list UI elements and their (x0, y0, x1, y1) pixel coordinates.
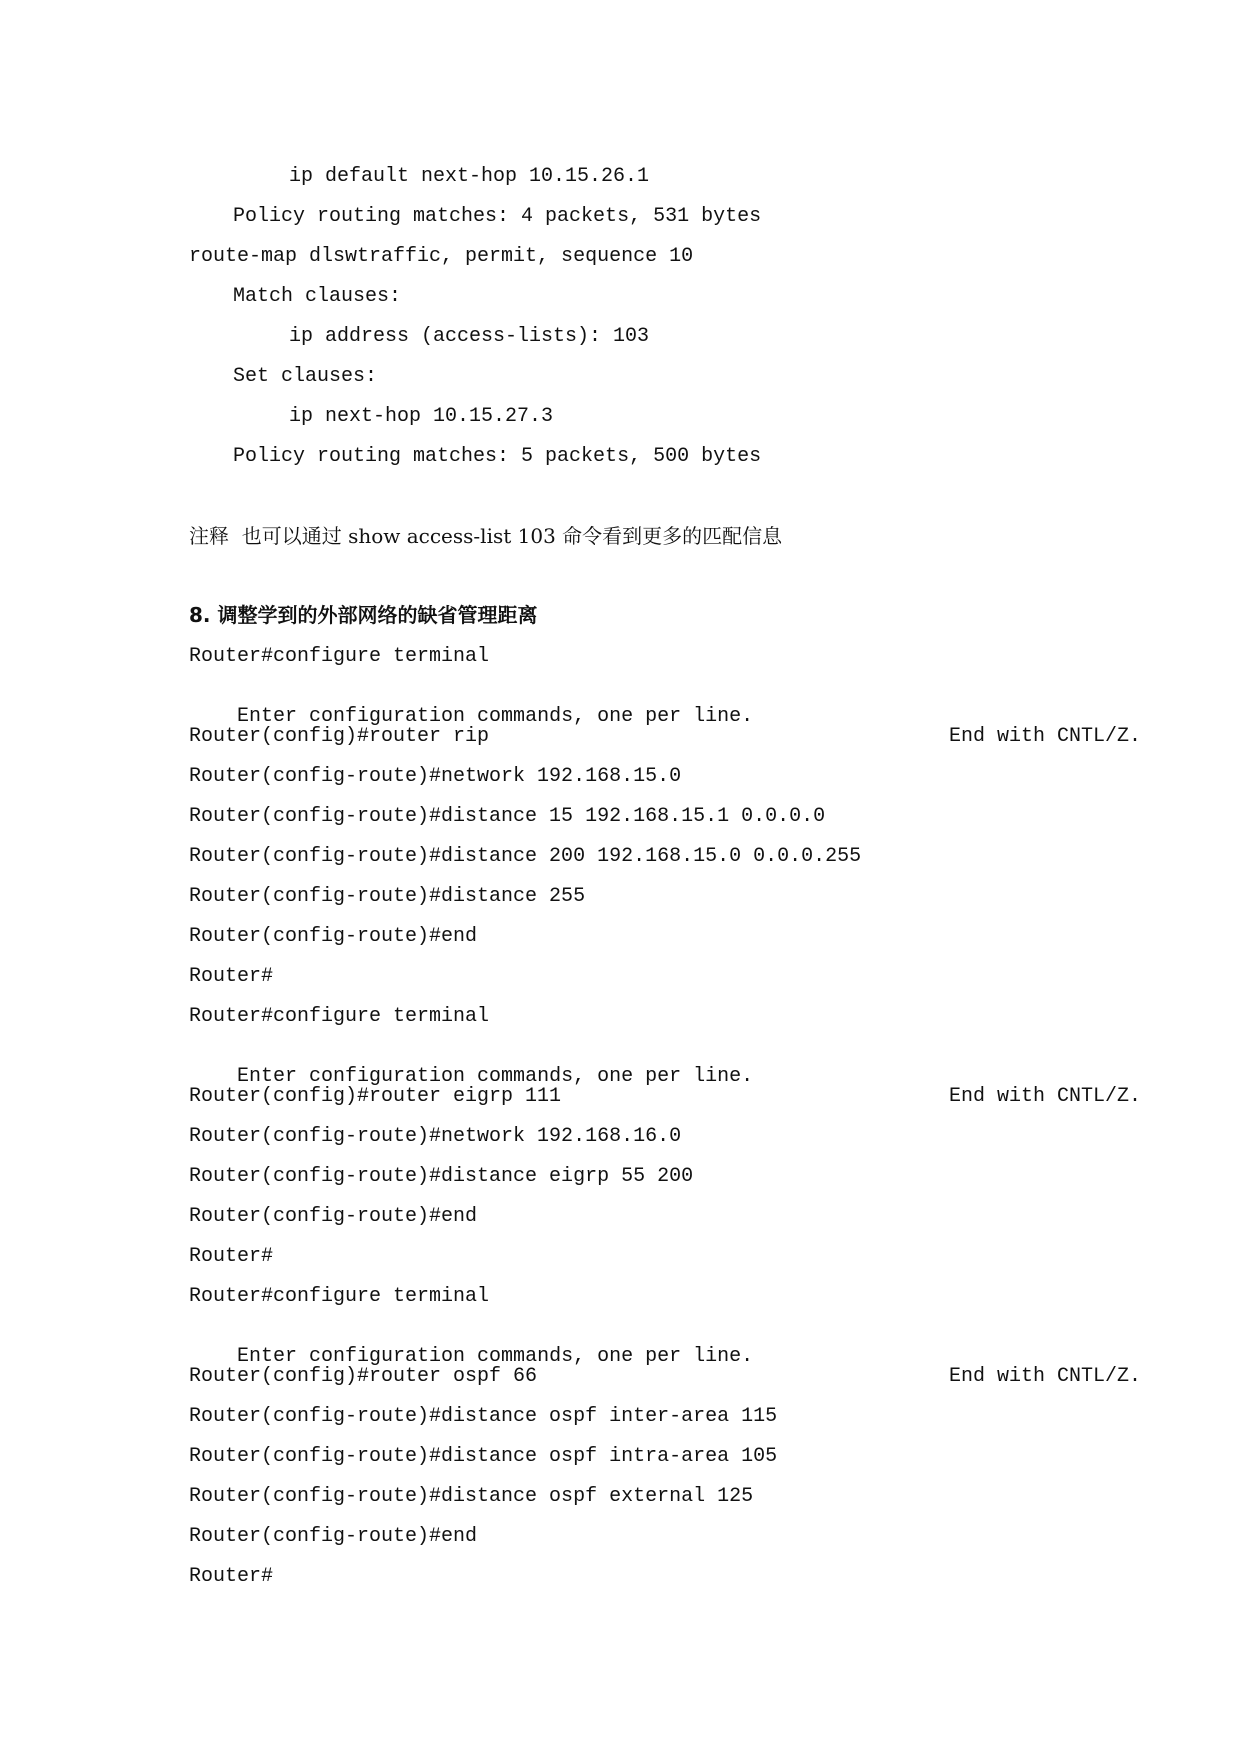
section-heading: 8. 调整学到的外部网络的缺省管理距离 (189, 603, 538, 627)
code-line: Router(config-route)#distance ospf intra-area 105 (189, 1445, 778, 1468)
code-line: Router# (189, 965, 274, 988)
code-line: Router(config)#router rip (189, 725, 490, 748)
note-text: 注释 也可以通过 show access-list 103 命令看到更多的匹配信息 (189, 524, 783, 548)
code-line: Router(config-route)#distance ospf inter-area 115 (189, 1405, 778, 1428)
code-line: Router(config-route)#distance ospf external 125 (189, 1485, 754, 1508)
end-with-text: End with CNTL/Z. (949, 1365, 1142, 1388)
code-line: ip address (access-lists): 103 (289, 325, 650, 348)
code-line: Router(config)#router ospf 66 (189, 1365, 538, 1388)
code-line: Router(config-route)#end (189, 925, 478, 948)
code-line: Router(config-route)#distance 200 192.168.15.0 0.0.0.255 (189, 845, 862, 868)
code-line: Router(config-route)#distance 255 (189, 885, 586, 908)
code-line: Router(config-route)#end (189, 1205, 478, 1228)
code-line: Router#configure terminal (189, 1005, 490, 1028)
code-line: Set clauses: (233, 365, 378, 388)
code-line: Router(config)#router eigrp 111 (189, 1085, 562, 1108)
code-line: Match clauses: (233, 285, 402, 308)
code-line: Router# (189, 1245, 274, 1268)
code-line: Router(config-route)#network 192.168.15.0 (189, 765, 682, 788)
code-line: Router#configure terminal (189, 645, 490, 668)
code-line: ip default next-hop 10.15.26.1 (289, 165, 650, 188)
code-line: Router#configure terminal (189, 1285, 490, 1308)
code-line: Router(config-route)#end (189, 1525, 478, 1548)
end-with-text: End with CNTL/Z. (949, 1085, 1142, 1108)
code-text: Enter configuration commands, one per line. (237, 1065, 754, 1088)
code-line: Router(config-route)#network 192.168.16.0 (189, 1125, 682, 1148)
code-line: route-map dlswtraffic, permit, sequence 10 (189, 245, 694, 268)
code-line: ip next-hop 10.15.27.3 (289, 405, 554, 428)
code-text: Enter configuration commands, one per line. (237, 1345, 754, 1368)
code-line: Policy routing matches: 5 packets, 500 bytes (233, 445, 762, 468)
code-line: Router# (189, 1565, 274, 1588)
end-with-text: End with CNTL/Z. (949, 725, 1142, 748)
code-line: Router(config-route)#distance 15 192.168.15.1 0.0.0.0 (189, 805, 826, 828)
code-line: Policy routing matches: 4 packets, 531 bytes (233, 205, 762, 228)
code-text: Enter configuration commands, one per line. (237, 705, 754, 728)
code-line: Router(config-route)#distance eigrp 55 200 (189, 1165, 694, 1188)
